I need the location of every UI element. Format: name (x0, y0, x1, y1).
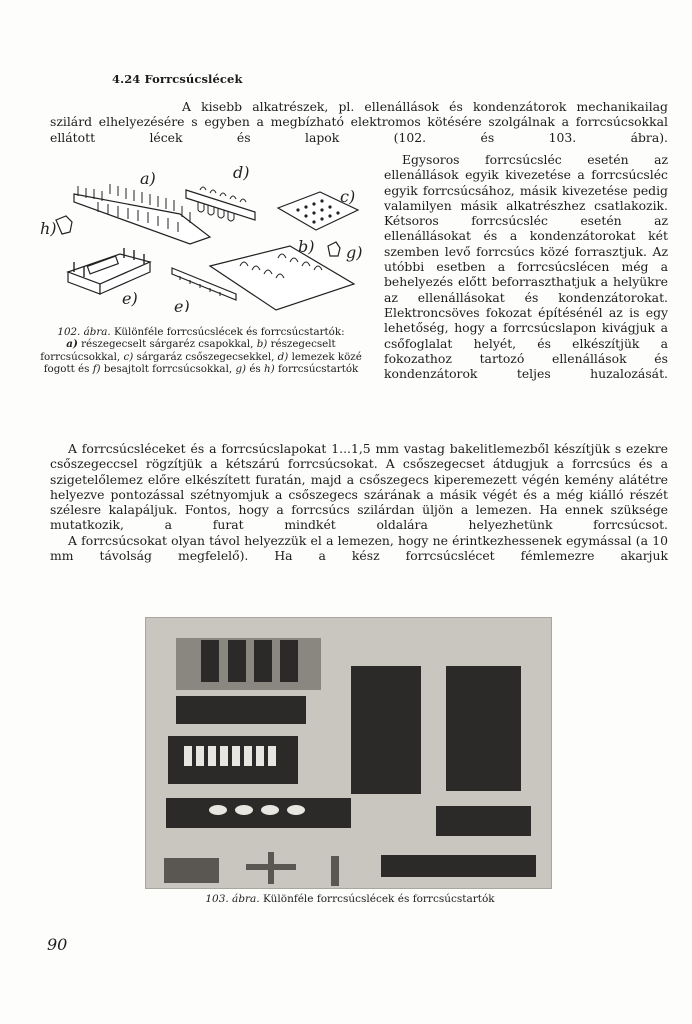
svg-text:c): c) (340, 187, 356, 206)
photo-parts (164, 638, 536, 886)
holder-h-illustration (56, 216, 72, 234)
svg-text:b): b) (298, 237, 315, 256)
svg-text:h): h) (40, 219, 57, 238)
section-heading: 4.24 Forrcsúcslécek (112, 72, 243, 86)
page-number: 90 (47, 935, 68, 954)
figure-102-caption: 102. ábra. Különféle forrcsúcslécek és forrcsúcstartók: a) részegecselt sárgaréz csapokkal, b) részegecselt forrcsúcsokkal, c) sárgaráz csőszegecsekkel, d) lemezek közé fogott és f) besajtolt forrcsúcsokkal, g) és h) forrcsúcstartók (40, 326, 362, 376)
figure-103-caption: 103. ábra. Különféle forrcsúcslécek és forrcsúcstartók (205, 893, 495, 905)
intro-paragraph: A kisebb alkatrészek, pl. ellenállások és kondenzátorok mechanikailag szilárd elhelyezésére s egyben a megbízható elektromos kötésére szolgálnak a forrcsúcsokkal ellátott lécek és lapok (102. és 103. ábra). (50, 99, 668, 145)
block-f-illustration (68, 248, 150, 294)
figure-103-photo (145, 617, 552, 889)
body-paragraphs: A forrcsúcsléceket és a forrcsúcslapokat 1...1,5 mm vastag bakelitlemezből készítjük s ezekre csőszegeccsel rögzítjük a kétszárú forrcsúcsokat. A csőszegecset átdugjuk a forrcsúcs és a szigetelőlemez előre elkészített furatán, majd a csőszegecs kiperemezett végén kemény alátétre helyezve pontozással szétnyomjuk a csőszegecs szárának a másik végét és a még kiálló részét szélesre kalapáljuk. Fontos, hogy a forrcsúcs szilárdan üljön a lemezen. Ha ennek szüksége mutatkozik, a furat mindkét oldalára helyezhetünk forrcsúcsot. A forrcsúcsokat olyan távol helyezzük el a lemezen, hogy ne érintkezhessenek egymással (a 10 mm távolság megfelelő). Ha a kész forrcsúcslécet fémlemezre akarjuk (50, 441, 668, 564)
svg-text:e): e) (122, 289, 138, 308)
svg-text:e): e) (174, 297, 190, 312)
svg-text:g): g) (346, 243, 363, 262)
svg-text:d): d) (233, 163, 250, 182)
strip-d-illustration (186, 187, 255, 221)
right-column-paragraph: Egysoros forrcsúcsléc esetén az ellenállások egyik kivezetése a forrcsúcsléc egyik forrcsúcsához, másik kivezetése pedig valamilyen másik alkatrészhez csatlakozik. Kétsoros forrcsúcsléc esetén az ellenállásokat és a kondenzátorokat két szemben levő forrcsúcs közé forrasztjuk. Az utóbbi esetben a forrcsúcslécen még a behelyezés előtt beforraszthatjuk a helyükre az ellenállásokat és kondenzátorokat. Elektroncsöves fokozat építésénél az is egy lehetőség, hogy a forrcsúcslapon kivágjuk a csőfoglalat helyét, és elkészítjük a fokozathoz tartozó ellenállások és kondenzátorok teljes huzalozását. (384, 152, 668, 382)
figure-102-drawing (40, 162, 365, 312)
svg-text:a): a) (140, 169, 156, 188)
holder-g-illustration (328, 242, 340, 256)
